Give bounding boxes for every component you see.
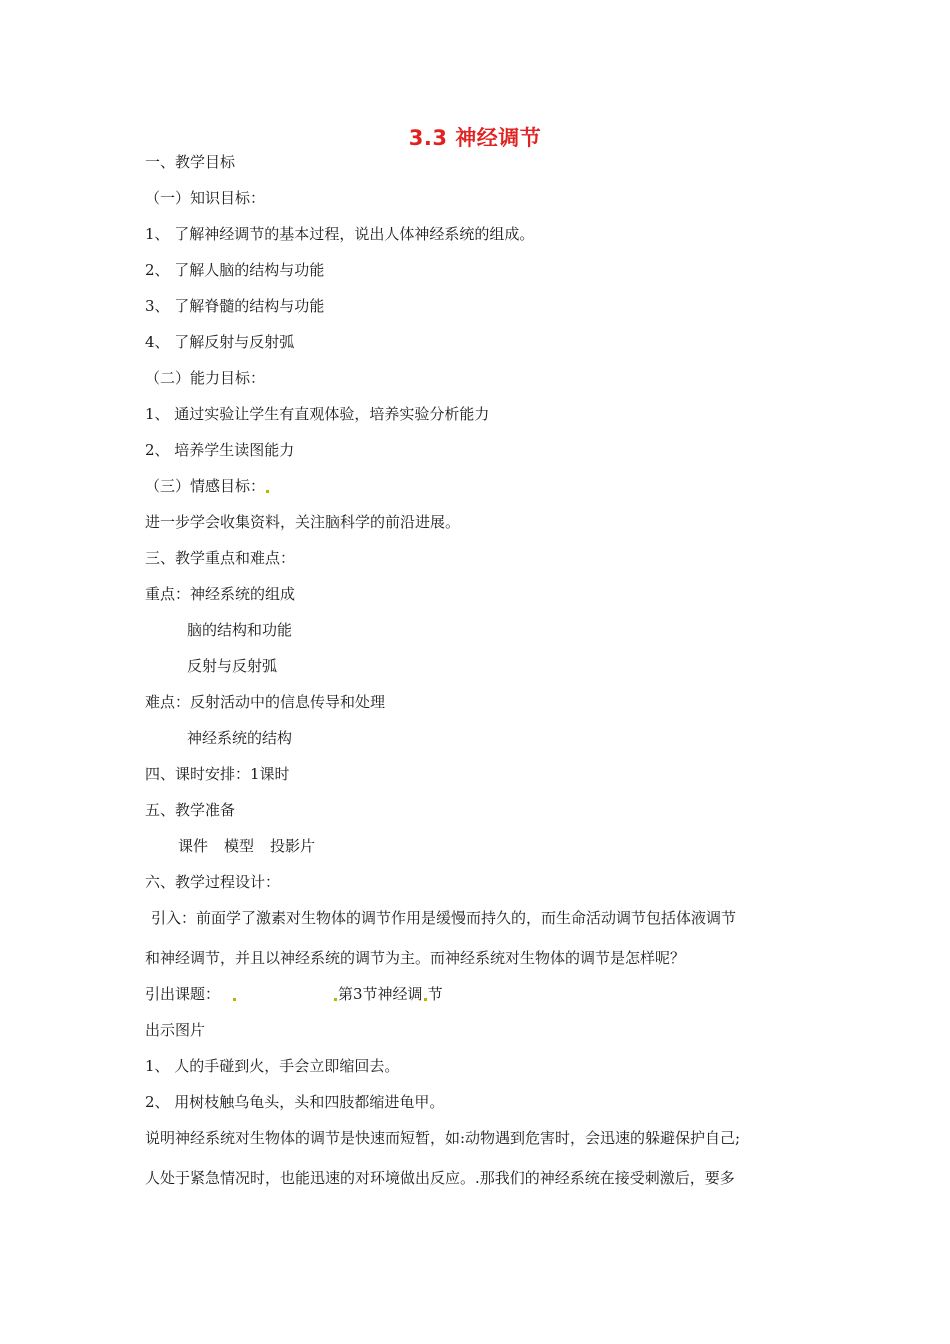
explanation-line-2: 人处于紧急情况时，也能迅速的对环境做出反应。.那我们的神经系统在接受刺激后，要多 — [145, 1169, 735, 1187]
lead-topic-title: 第3节神经调 — [338, 985, 423, 1003]
prep-model: 模型 — [224, 837, 255, 855]
explanation-line-1: 说明神经系统对生物体的调节是快速而短暂，如:动物遇到危害时，会迅速的躲避保护自己; — [145, 1129, 741, 1147]
lead-topic — [145, 984, 443, 1004]
ability-goal-2: 2、 培养学生读图能力 — [145, 441, 295, 459]
mark-dot — [233, 998, 236, 1001]
mark-dot — [424, 998, 427, 1001]
emotion-goal-1: 进一步学会收集资料，关注脑科学的前沿进展。 — [145, 513, 461, 531]
heading-schedule: 四、课时安排：1课时 — [145, 765, 290, 783]
knowledge-goal-2: 2、 了解人脑的结构与功能 — [145, 261, 325, 279]
knowledge-goal-3: 3、 了解脊髓的结构与功能 — [145, 297, 325, 315]
ability-goal-1: 1、 通过实验让学生有直观体验，培养实验分析能力 — [145, 405, 490, 423]
picture-example-2: 2、 用树枝触乌龟头，头和四肢都缩进龟甲。 — [145, 1093, 445, 1111]
key-point-2: 脑的结构和功能 — [187, 621, 293, 639]
heading-teaching-goals: 一、教学目标 — [145, 153, 236, 171]
mark-dot — [334, 998, 337, 1001]
heading-key-points: 三、教学重点和难点： — [145, 549, 296, 567]
difficulty-2: 神经系统的结构 — [187, 729, 293, 747]
preparation-items — [178, 836, 315, 856]
subheading-ability-goals: （二）能力目标： — [145, 369, 266, 387]
prep-courseware: 课件 — [178, 837, 209, 855]
knowledge-goal-4: 4、 了解反射与反射弧 — [145, 333, 295, 351]
mark-dot — [266, 490, 269, 493]
intro-paragraph-line-2: 和神经调节，并且以神经系统的调节为主。而神经系统对生物体的调节是怎样呢？ — [145, 949, 686, 967]
heading-process-design: 六、教学过程设计： — [145, 873, 281, 891]
subheading-emotion-goals — [145, 476, 270, 496]
subheading-knowledge-goals: （一）知识目标： — [145, 189, 266, 207]
difficulty-1: 难点：反射活动中的信息传导和处理 — [145, 693, 386, 711]
lead-topic-title-end: 节 — [427, 985, 443, 1003]
document-title: 3.3 神经调节 — [408, 126, 542, 150]
key-point-3: 反射与反射弧 — [187, 657, 278, 675]
show-pictures: 出示图片 — [145, 1021, 206, 1039]
lead-topic-label: 引出课题： — [145, 985, 221, 1003]
emotion-goals-label: （三）情感目标： — [145, 477, 266, 495]
key-point-1: 重点：神经系统的组成 — [145, 585, 296, 603]
knowledge-goal-1: 1、 了解神经调节的基本过程，说出人体神经系统的组成。 — [145, 225, 535, 243]
heading-preparation: 五、教学准备 — [145, 801, 236, 819]
intro-paragraph-line-1: 引入：前面学了激素对生物体的调节作用是缓慢而持久的，而生命活动调节包括体液调节 — [151, 909, 737, 927]
picture-example-1: 1、 人的手碰到火，手会立即缩回去。 — [145, 1057, 400, 1075]
prep-transparency: 投影片 — [270, 837, 316, 855]
